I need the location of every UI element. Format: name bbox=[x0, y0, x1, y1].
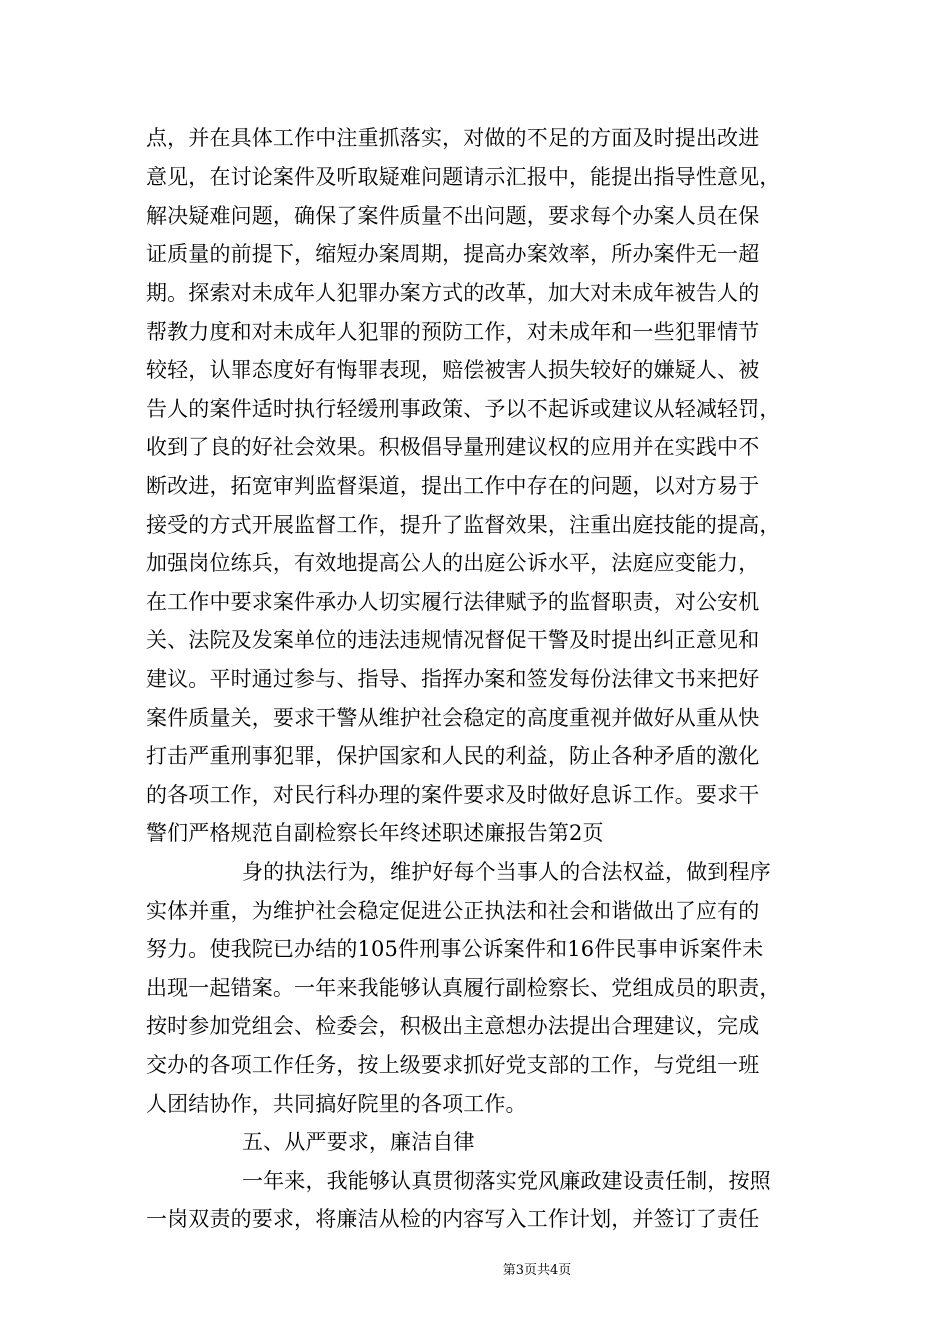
text-line: 收到了良的好社会效果。积极倡导量刑建议权的应用并在实践中不 bbox=[146, 435, 760, 459]
text-line: 身的执法行为，维护好每个当事人的合法权益，做到程序 bbox=[242, 860, 771, 884]
text-line: 期。探索对未成年人犯罪办案方式的改革，加大对未成年被告人的 bbox=[146, 281, 760, 305]
page-number: 第3页共4页 bbox=[502, 1263, 572, 1278]
text-line: 较轻，认罪态度好有悔罪表现，赔偿被害人损失较好的嫌疑人、被 bbox=[146, 358, 760, 382]
text-line: 交办的各项工作任务，按上级要求抓好党支部的工作，与党组一班 bbox=[146, 1053, 760, 1077]
text-line: 接受的方式开展监督工作，提升了监督效果，注重出庭技能的提高， bbox=[146, 513, 781, 537]
text-line: 关、法院及发案单位的违法违规情况督促干警及时提出纠正意见和 bbox=[146, 628, 760, 652]
text-line: 一年来，我能够认真贯彻落实党风廉政建设责任制，按照 bbox=[242, 1169, 771, 1193]
text-line: 打击严重刑事犯罪，保护国家和人民的利益，防止各种矛盾的激化 bbox=[146, 744, 760, 768]
text-line: 在工作中要求案件承办人切实履行法律赋予的监督职责，对公安机 bbox=[146, 590, 760, 614]
text-line: 意见，在讨论案件及听取疑难问题请示汇报中，能提出指导性意见， bbox=[146, 165, 781, 189]
text-line: 证质量的前提下，缩短办案周期，提高办案效率，所办案件无一超 bbox=[146, 242, 760, 266]
text-line: 告人的案件适时执行轻缓刑事政策、予以不起诉或建议从轻减轻罚， bbox=[146, 397, 781, 421]
text-line: 建议。平时通过参与、指导、指挥办案和签发每份法律文书来把好 bbox=[146, 667, 760, 691]
text-line: 一岗双责的要求，将廉洁从检的内容写入工作计划，并签订了责任 bbox=[146, 1207, 760, 1231]
text-line: 警们严格规范自副检察长年终述职述廉报告第2页 bbox=[146, 821, 604, 845]
text-line: 按时参加党组会、检委会，积极出主意想办法提出合理建议，完成 bbox=[146, 1014, 760, 1038]
text-line: 实体并重，为维护社会稳定促进公正执法和社会和谐做出了应有的 bbox=[146, 899, 760, 923]
page-footer bbox=[0, 1259, 950, 1278]
text-line: 人团结协作，共同搞好院里的各项工作。 bbox=[146, 1092, 527, 1116]
section-heading: 五、从严要求，廉洁自律 bbox=[242, 1130, 475, 1154]
text-line: 解决疑难问题，确保了案件质量不出问题，要求每个办案人员在保 bbox=[146, 204, 760, 228]
text-line: 的各项工作，对民行科办理的案件要求及时做好息诉工作。要求干 bbox=[146, 783, 760, 807]
text-line: 点，并在具体工作中注重抓落实，对做的不足的方面及时提出改进 bbox=[146, 126, 760, 150]
text-line: 出现一起错案。一年来我能够认真履行副检察长、党组成员的职责， bbox=[146, 976, 781, 1000]
text-line: 案件质量关，要求干警从维护社会稳定的高度重视并做好从重从快 bbox=[146, 706, 760, 730]
text-line: 加强岗位练兵，有效地提高公人的出庭公诉水平，法庭应变能力， bbox=[146, 551, 760, 575]
text-line: 断改进，拓宽审判监督渠道，提出工作中存在的问题，以对方易于 bbox=[146, 474, 760, 498]
text-line: 努力。使我院已办结的105件刑事公诉案件和16件民事申诉案件未 bbox=[146, 937, 764, 961]
text-line: 帮教力度和对未成年人犯罪的预防工作，对未成年和一些犯罪情节 bbox=[146, 320, 760, 344]
